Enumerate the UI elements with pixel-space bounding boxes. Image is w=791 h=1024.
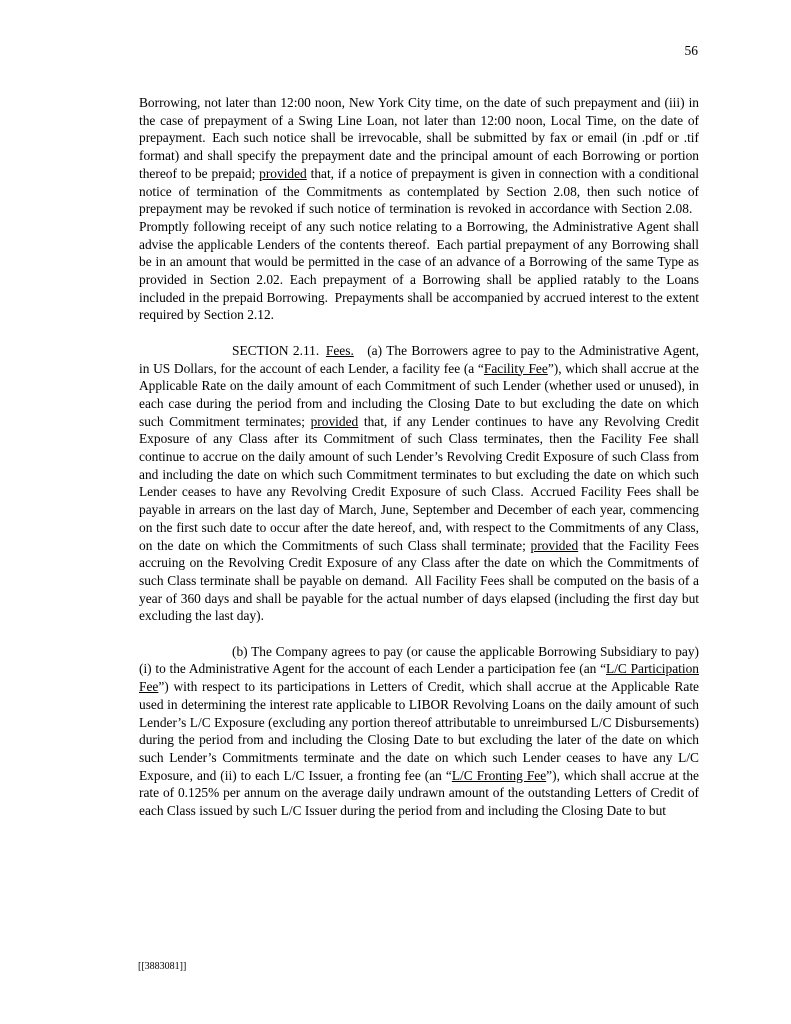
text-run: ”), which shall accrue at the Applicable Rate on the daily amount of each Commitment of such Lender (whether used or unused), in each case during the period from and including the Closing Date to but excluding the date on which such Commitment terminates; bbox=[139, 360, 699, 429]
underlined-term: L/C Participation Fee bbox=[139, 661, 699, 695]
text-run: ”) with respect to its participations in Letters of Credit, which shall accrue at the Applicable Rate used in determining the interest rate applicable to LIBOR Revolving Loans on the daily amount of such Lender’s L/C Exposure (excluding any portion thereof attributable to unreimbursed L/C Disbursements) during the period from and including the Closing Date to but excluding the later of the date on which such Lender’s Commitments terminate and the date on which such Lender ceases to have any L/C Exposure, and (ii) to each L/C Issuer, a fronting fee (an “ bbox=[139, 679, 699, 783]
underlined-term: provided bbox=[310, 413, 359, 429]
text-run: that, if any Lender continues to have any Revolving Credit Exposure of any Class after its Commitment of such Class terminates, then the Facility Fee shall continue to accrue on the daily amount of such Lender’s Revolving Credit Exposure of such Class from and including the date on which such Commitment terminates to but excluding the date on which such Lender ceases to have any Revolving Credit Exposure of such Class. Accrued Facility Fees shall be payable in arrears on the last day of March, June, September and December of each year, commencing on the first such date to occur after the date hereof, and, with respect to the Commitments of any Class, on the date on which the Commitments of such Class shall terminate; bbox=[139, 413, 699, 553]
text-run: Borrowing, not later than 12:00 noon, New York City time, on the date of such prepayment and (iii) in the case of prepayment of a Swing Line Loan, not later than 12:00 noon, Local Time, on the date of prepayment. Each such notice shall be irrevocable, shall be submitted by fax or email (in .pdf or .tif format) and shall specify the prepayment date and the principal amount of each Borrowing or portion thereof to be prepaid; bbox=[139, 95, 699, 181]
text-run: (a) The Borrowers agree to pay to the Administrative Agent, in US Dollars, for the account of each Lender, a facility fee (a “ bbox=[139, 342, 699, 376]
text-run: that, if a notice of prepayment is given in connection with a conditional notice of termination of the Commitments as contemplated by Section 2.08, then such notice of prepayment may be revoked if such notice of termination is revoked in accordance with Section 2.08. Promptly following receipt of any such notice relating to a Borrowing, the Administrative Agent shall advise the applicable Lenders of the contents thereof. Each partial prepayment of any Borrowing shall be in an amount that would be permitted in the case of an advance of a Borrowing of the same Type as provided in Section 2.02. Each prepayment of a Borrowing shall be applied ratably to the Loans included in the prepaid Borrowing. Prepayments shall be accompanied by accrued interest to the extent required by Section 2.12. bbox=[139, 165, 699, 323]
document-body bbox=[139, 94, 699, 837]
page-number: 56 bbox=[684, 43, 698, 58]
underlined-term: L/C Fronting Fee bbox=[451, 767, 547, 783]
text-run: that the Facility Fees accruing on the Revolving Credit Exposure of any Class after the date on which the Commitments of such Class terminate shall be payable on demand. All Facility Fees shall be computed on the basis of a year of 360 days and shall be payable for the actual number of days elapsed (including the first day but excluding the last day). bbox=[139, 537, 699, 624]
underlined-term: provided bbox=[259, 165, 307, 181]
paragraph bbox=[139, 342, 699, 625]
text-run: ”), which shall accrue at the rate of 0.125% per annum on the average daily undrawn amount of the outstanding Letters of Credit of each Class issued by such L/C Issuer during the period from and including the Closing Date to but bbox=[139, 767, 699, 819]
underlined-term: Facility Fee bbox=[483, 360, 548, 376]
text-run: (b) The Company agrees to pay (or cause the applicable Borrowing Subsidiary to pay) (i) to the Administrative Agent for the account of each Lender a participation fee (an “ bbox=[139, 643, 699, 677]
underlined-term: provided bbox=[530, 537, 579, 553]
paragraph bbox=[139, 643, 699, 820]
document-id-footer: [[3883081]] bbox=[138, 961, 187, 972]
underlined-term: Fees. bbox=[325, 342, 354, 358]
paragraph bbox=[139, 94, 699, 324]
text-run: SECTION 2.11. bbox=[232, 342, 326, 358]
